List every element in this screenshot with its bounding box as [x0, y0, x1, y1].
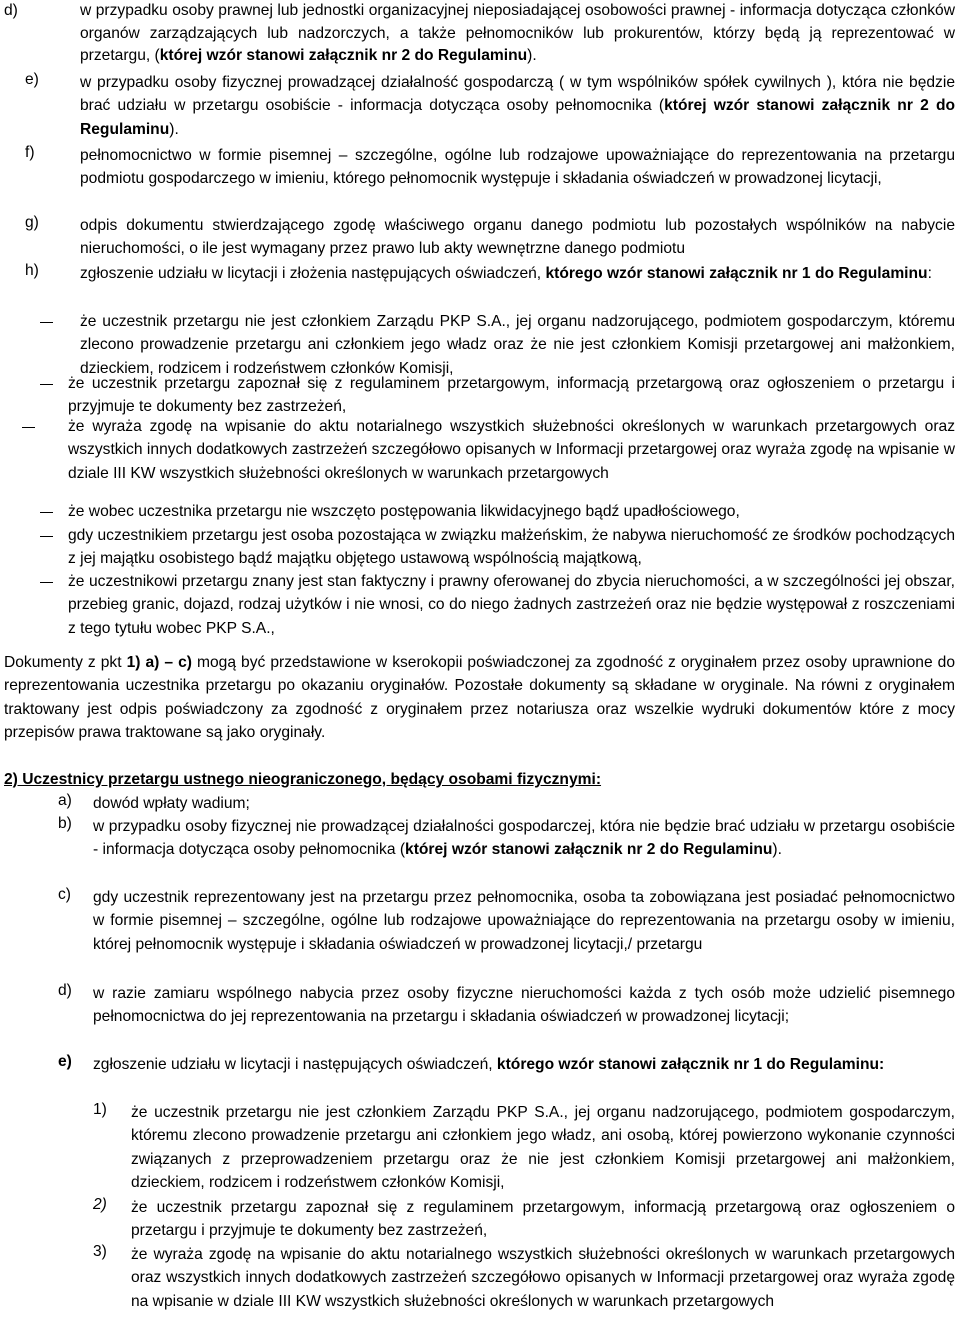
- dash-item: [40, 372, 955, 419]
- dash-text: że uczestnikowi przetargu znany jest stan faktyczny i prawny oferowanej do zbycia nieruchomości, a w szczególności jej obszar, przebieg granic, dojazd, rodzaj użytków i nie wnosi, co do niego żadnych zastrzeżeń oraz nie będzie występował z roszczeniami z tego tytułu wobec PKP S.A.,: [68, 573, 955, 637]
- text-run: w przypadku osoby prawnej lub jednostki organizacyjnej nieposiadającej osobowości prawnej - informacja dotycząca członków organów zarządzających lub nadzorczych, a także pełnomocników lub prokurentów, którzy będą ją reprezentować w przetargu, (: [80, 2, 955, 65]
- text-run: :: [927, 265, 932, 282]
- bold-run: którego wzór stanowi załącznik nr 1 do Regulaminu:: [496, 1056, 885, 1073]
- dash-item: [40, 570, 955, 640]
- dash-item: [40, 500, 955, 523]
- dash-text: że wyraża zgodę na wpisanie do aktu notarialnego wszystkich służebności określonych w warunkach przetargowych oraz wszystkich innych dodatkowych zastrzeżeń szczegółowo opisanych w Informacji przetargowej oraz wyraża zgodę na wpisanie w dziale III KW wszystkich służebności określonych w warunkach przetargowych: [68, 418, 955, 482]
- item-1d: [4, 0, 955, 68]
- dash-item: [40, 524, 955, 571]
- item-2c: [58, 886, 955, 956]
- item-2d: [58, 982, 955, 1029]
- dash-text: że wobec uczestnika przetargu nie wszczęto postępowania likwidacyjnego bądź upadłościowego,: [68, 503, 740, 520]
- item-label: h): [25, 262, 39, 279]
- item-text: [93, 1053, 955, 1076]
- item-label: b): [58, 815, 72, 832]
- dash-item: [40, 310, 955, 380]
- item-text: gdy uczestnik reprezentowany jest na przetargu przez pełnomocnika, osoba ta zobowiązana jest posiadać pełnomocnictwo w formie pisemnej – szczególne, ogólne lub rodzajowe upoważniające do reprezentowania na przetargu osoby w imieniu, której pełnomocnik występuje i składania oświadczeń w prowadzonej licytacji,/ przetargu: [93, 889, 955, 953]
- item-text: [80, 0, 955, 68]
- item-label: d): [4, 2, 18, 19]
- dash-bullet-icon: [40, 512, 53, 513]
- bold-run: której wzór stanowi załącznik nr 2 do Regulaminu: [80, 97, 955, 138]
- text-run: mogą być przedstawione w kserokopii poświadczonej za zgodność z oryginałem przez osoby uprawnione do reprezentowania uczestnika przetargu po okazaniu oryginałów. Pozostałe dokumenty są składane w oryginale. Na równi z oryginałem traktowany jest odpis poświadczony za zgodność z oryginałem przez notariusza oraz wszelkie wydruki dokumentów które z mocy przepisów prawa traktowane są jako oryginały.: [4, 654, 955, 741]
- bold-run: którego wzór stanowi załącznik nr 1 do Regulaminu: [545, 265, 928, 282]
- dash-bullet-icon: [40, 536, 53, 537]
- text-run: w przypadku osoby fizycznej prowadzącej działalność gospodarczą ( w tym wspólników spółek cywilnych ), która nie będzie brać udziału w przetargu osobiście - informacja dotycząca osoby pełnomocnika (: [80, 74, 955, 115]
- item-label: d): [58, 982, 72, 999]
- text-run: ).: [772, 841, 782, 859]
- item-text: pełnomocnictwo w formie pisemnej – szczególne, ogólne lub rodzajowe upoważniające do reprezentowania na przetargu podmiotu gospodarczego w imieniu, którego pełnomocnik występuje i składania oświadczeń w prowadzonej licytacji,: [80, 147, 955, 188]
- item-label: c): [58, 886, 71, 903]
- item-text: [93, 815, 955, 862]
- dash-text: że uczestnik przetargu nie jest członkiem Zarządu PKP S.A., jej organu nadzorującego, podmiotem gospodarczym, któremu zlecono prowadzenie przetargu ani członkiem jego władz oraz że nie jest członkiem Komisji przetargowej ani małżonkiem, dzieckiem, rodzicem i rodzeństwem członków Komisji,: [80, 313, 955, 377]
- item-label: 1): [93, 1101, 107, 1118]
- text-run: Dokumenty z pkt: [4, 654, 127, 671]
- item-text: [80, 71, 955, 141]
- dash-item: [22, 415, 955, 485]
- item-text: w razie zamiaru wspólnego nabycia przez osoby fizyczne nieruchomości każda z tych osób może udzielić pisemnego pełnomocnictwa do jej reprezentowania na przetargu i składania oświadczeń w prowadzonej licytacji;: [93, 985, 955, 1026]
- dash-bullet-icon: [22, 427, 35, 428]
- item-2a: [58, 792, 955, 815]
- item-1e: [25, 71, 955, 141]
- section-2-heading: 2) Uczestnicy przetargu ustnego nieograniczonego, będący osobami fizycznymi:: [4, 771, 602, 788]
- item-text: odpis dokumentu stwierdzającego zgodę właściwego organu danego podmiotu lub pozostałych wspólników na nabycie nieruchomości, o ile jest wymagany przez prawo lub akty wewnętrzne danego podmiotu: [80, 217, 955, 258]
- text-run: w przypadku osoby fizycznej nie prowadzącej działalności gospodarczej, która nie będzie brać udziału w przetargu osobiście - informacja dotycząca osoby pełnomocnika (: [93, 818, 955, 859]
- documents-paragraph: [4, 651, 955, 744]
- item-text: że uczestnik przetargu nie jest członkiem Zarządu PKP S.A., jej organu nadzorującego, podmiotem gospodarczym, któremu zlecono prowadzenie przetargu ani członkiem jego władz, ani osobą, której powierzono wykonanie czynności związanych z przeprowadzeniem przetargu oraz że nie jest członkiem Komisji przetargowej ani małżonkiem, dzieckiem, rodzicem i rodzeństwem członków Komisji,: [131, 1104, 955, 1191]
- item-1f: [25, 144, 955, 191]
- dash-bullet-icon: [40, 384, 53, 385]
- item-label: g): [25, 214, 39, 231]
- bold-run: której wzór stanowi załącznik nr 2 do Regulaminu: [159, 47, 528, 65]
- text-run: ).: [527, 47, 537, 65]
- text-run: zgłoszenie udziału w licytacji i złożenia następujących oświadczeń,: [80, 265, 546, 282]
- item-text: [80, 262, 955, 285]
- text-run: zgłoszenie udziału w licytacji i następujących oświadczeń,: [93, 1056, 497, 1073]
- item-label: 2): [93, 1196, 107, 1213]
- item-2e: [58, 1053, 955, 1076]
- dash-bullet-icon: [40, 582, 53, 583]
- numbered-item: [93, 1243, 955, 1313]
- item-text: że uczestnik przetargu zapoznał się z regulaminem przetargowym, informacją przetargową oraz ogłoszeniem o przetargu i przyjmuje te dokumenty bez zastrzeżeń,: [131, 1199, 955, 1240]
- item-label: f): [25, 144, 35, 161]
- bold-run: której wzór stanowi załącznik nr 2 do Regulaminu: [405, 841, 773, 859]
- item-1h: [25, 262, 955, 285]
- dash-text: że uczestnik przetargu zapoznał się z regulaminem przetargowym, informacją przetargową oraz ogłoszeniem o przetargu i przyjmuje te dokumenty bez zastrzeżeń,: [68, 375, 955, 416]
- item-1g: [25, 214, 955, 261]
- numbered-item: [93, 1196, 955, 1243]
- text-run: ).: [169, 120, 179, 138]
- dash-text: gdy uczestnikiem przetargu jest osoba pozostająca w związku małżeńskim, że nabywa nieruchomość ze środków pochodzących z jej majątku osobistego bądź majątku objętego ustawową wspólnością majątkową,: [68, 527, 955, 568]
- item-2b: [58, 815, 955, 862]
- item-label: e): [58, 1053, 72, 1070]
- bold-run: 1) a) – c): [126, 654, 192, 671]
- item-text: dowód wpłaty wadium;: [93, 795, 250, 812]
- item-label: e): [25, 71, 39, 88]
- numbered-item: [93, 1101, 955, 1194]
- item-label: 3): [93, 1243, 107, 1260]
- item-text: że wyraża zgodę na wpisanie do aktu notarialnego wszystkich służebności określonych w warunkach przetargowych oraz wszystkich innych dodatkowych zastrzeżeń szczegółowo opisanych w Informacji przetargowej oraz wyraża zgodę na wpisanie w dziale III KW wszystkich służebności określonych w warunkach przetargowych: [131, 1246, 955, 1310]
- dash-bullet-icon: [40, 322, 53, 323]
- item-label: a): [58, 792, 72, 809]
